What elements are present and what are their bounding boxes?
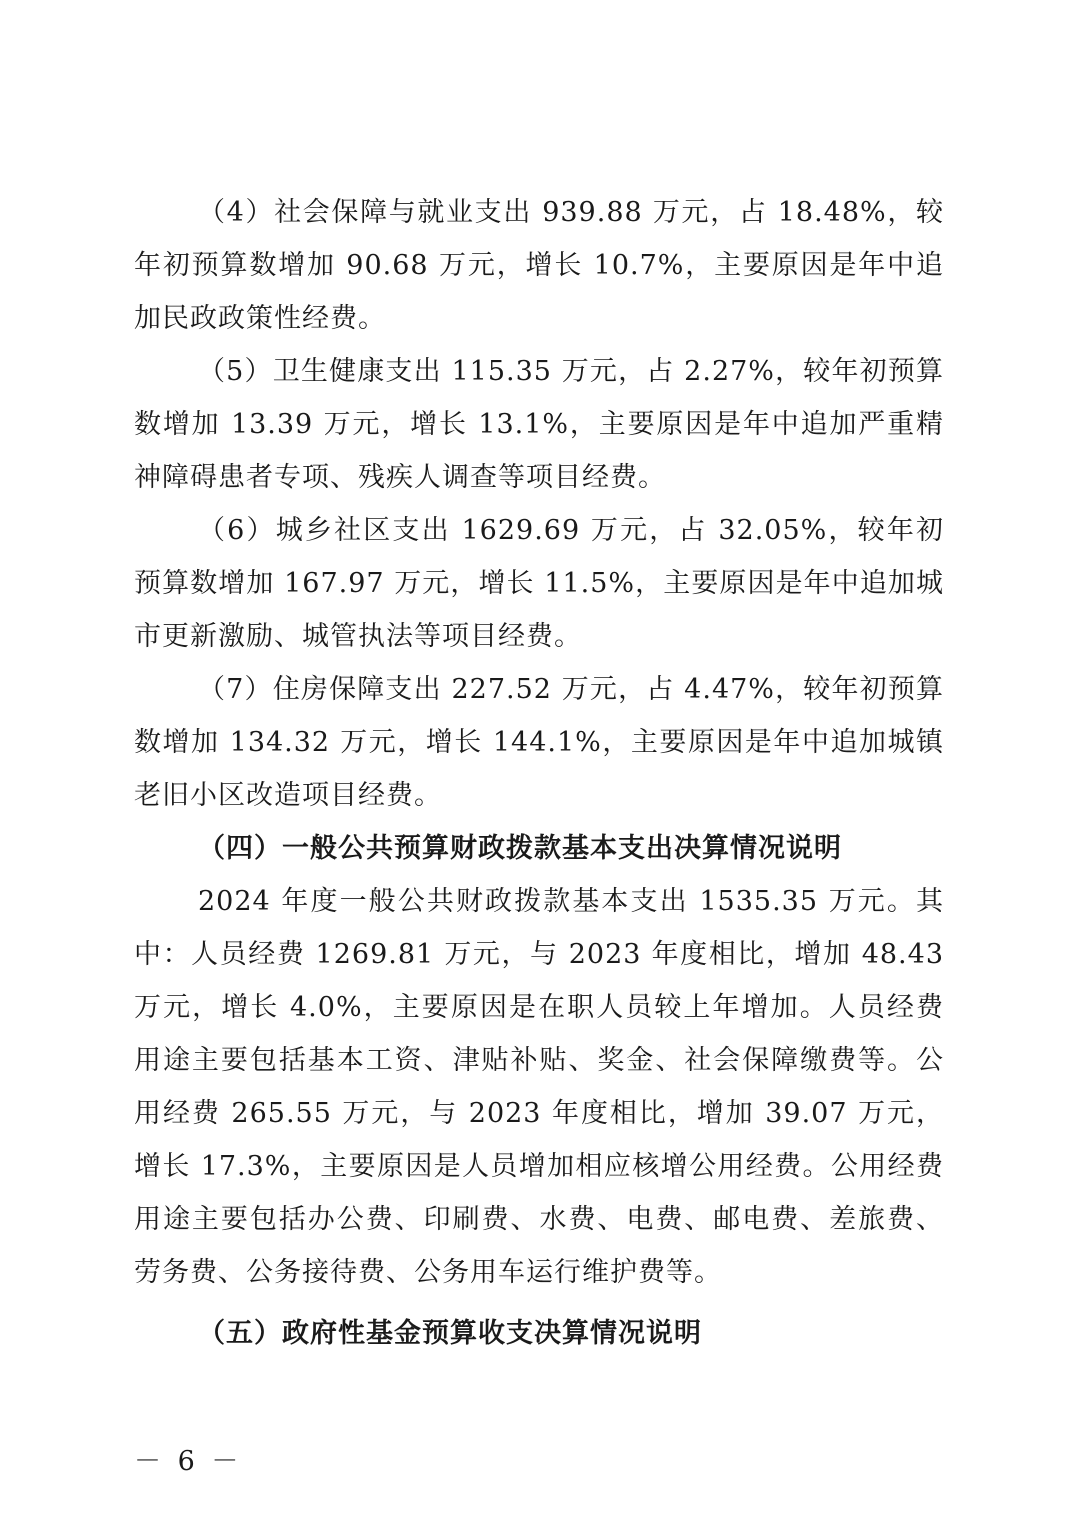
document-page <box>134 186 944 1360</box>
page-number: － 6 － <box>134 1446 243 1477</box>
paragraph-social-security: （4）社会保障与就业支出 939.88 万元，占 18.48%，较年初预算数增加 90.68 万元，增长 10.7%，主要原因是年中追加民政政策性经费。 <box>134 197 944 334</box>
section-four-heading: （四）一般公共预算财政拨款基本支出决算情况说明 <box>198 833 842 864</box>
paragraph-housing: （7）住房保障支出 227.52 万元，占 4.47%，较年初预算数增加 134.32 万元，增长 144.1%，主要原因是年中追加城镇老旧小区改造项目经费。 <box>134 674 944 811</box>
paragraph-health: （5）卫生健康支出 115.35 万元，占 2.27%，较年初预算数增加 13.39 万元，增长 13.1%，主要原因是年中追加严重精神障碍患者专项、残疾人调查等项目经费。 <box>134 356 944 493</box>
section-five-heading: （五）政府性基金预算收支决算情况说明 <box>198 1318 702 1349</box>
paragraph-urban-rural: （6）城乡社区支出 1629.69 万元，占 32.05%，较年初预算数增加 167.97 万元，增长 11.5%，主要原因是年中追加城市更新激励、城管执法等项目经费。 <box>134 515 944 652</box>
section-four-body: 2024 年度一般公共财政拨款基本支出 1535.35 万元。其中：人员经费 1269.81 万元，与 2023 年度相比，增加 48.43 万元，增长 4.0%，主要原因是在职人员较上年增加。人员经费用途主要包括基本工资、津贴补贴、奖金、社会保障缴费等。公用经费 265.55 万元，与 2023 年度相比，增加 39.07 万元，增长 17.3%，主要原因是人员增加相应核增公用经费。公用经费用途主要包括办公费、印刷费、水费、电费、邮电费、差旅费、劳务费、公务接待费、公务用车运行维护费等。 <box>134 886 944 1288</box>
